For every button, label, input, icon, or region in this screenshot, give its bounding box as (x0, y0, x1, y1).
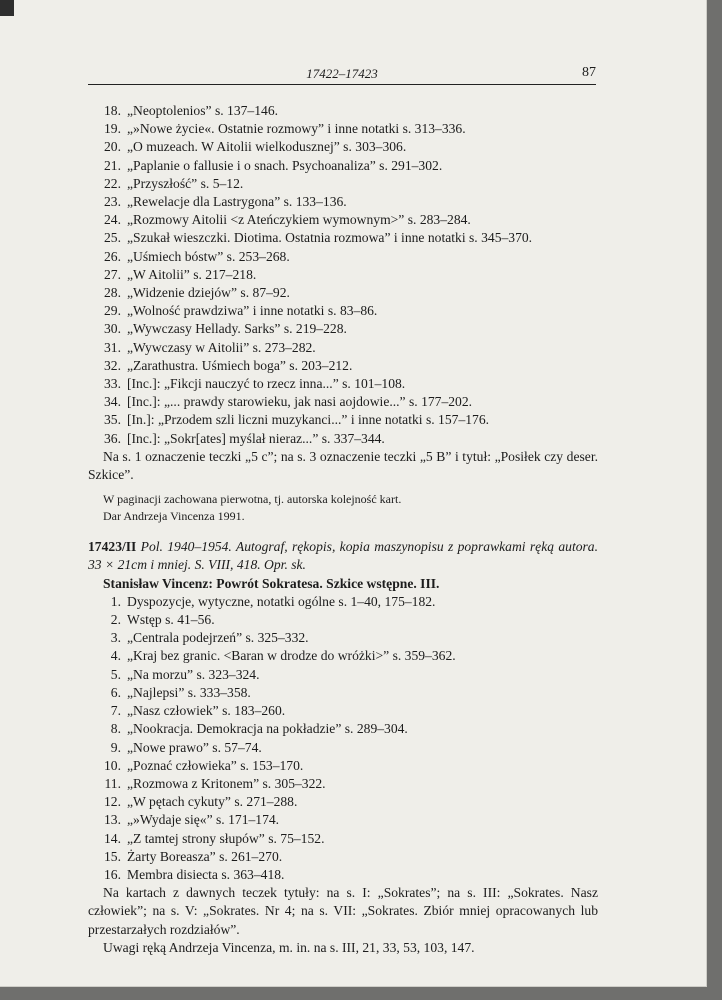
item-number: 31. (104, 339, 121, 355)
page-header (88, 65, 596, 85)
item-text: „Paplanie o fallusie i o snach. Psychoanaliza” s. 291–302. (127, 157, 443, 173)
item-number: 20. (104, 139, 121, 155)
item-text: „»Nowe życie«. Ostatnie rozmowy” i inne notatki s. 313–336. (127, 121, 466, 137)
list-item (88, 739, 598, 757)
list-item (88, 793, 598, 811)
item-text: [Inc.]: „Sokr[ates] myślał nieraz...” s. 337–344. (127, 430, 385, 446)
spacer (88, 484, 598, 491)
item-number: 11. (104, 775, 121, 791)
item-text: „Rewelacje dla Lastrygona” s. 133–136. (127, 194, 347, 210)
page-content (88, 102, 598, 957)
item-text: „Wywczasy w Aitolii” s. 273–282. (127, 339, 316, 355)
item-number: 18. (104, 103, 121, 118)
item-number: 3. (110, 630, 121, 646)
item-text: „Wywczasy Hellady. Sarks” s. 219–228. (127, 321, 347, 337)
list-item (88, 775, 598, 793)
item-text: „Centrala podejrzeń” s. 325–332. (127, 630, 309, 646)
list-item (88, 302, 598, 320)
entry-description: Pol. 1940–1954. Autograf, rękopis, kopia maszynopisu z poprawkami ręką autora. 33 × 21cm i mniej. S. VIII, 418. Opr. sk. (88, 539, 598, 573)
list-item (88, 430, 598, 448)
item-number: 32. (104, 357, 121, 373)
entry-id: 17423/II (88, 539, 137, 555)
item-number: 9. (110, 739, 121, 755)
item-list-b (88, 593, 598, 884)
item-text: [Inc.]: „Fikcji nauczyć to rzecz inna...” s. 101–108. (127, 376, 406, 392)
page-number: 87 (582, 65, 596, 80)
item-number: 12. (104, 794, 121, 810)
item-text: „W Aitolii” s. 217–218. (127, 266, 257, 282)
item-text: „W pętach cykuty” s. 271–288. (127, 794, 298, 810)
item-text: „Wolność prawdziwa” i inne notatki s. 83–86. (127, 303, 378, 319)
item-number: 35. (104, 412, 121, 428)
item-text: „Nookracja. Demokracja na pokładzie” s. 289–304. (127, 721, 408, 737)
item-number: 22. (104, 175, 121, 191)
item-text: [In.]: „Przodem szli liczni muzykanci...” i inne notatki s. 157–176. (127, 412, 490, 428)
item-text: „Najlepsi” s. 333–358. (127, 684, 251, 700)
scan-corner-mark (0, 0, 14, 16)
list-item (88, 357, 598, 375)
item-text: Wstęp s. 41–56. (127, 612, 215, 628)
list-item (88, 757, 598, 775)
list-item (88, 666, 598, 684)
list-item (88, 248, 598, 266)
list-item (88, 866, 598, 884)
item-number: 2. (110, 612, 121, 628)
list-item (88, 320, 598, 338)
list-item (88, 848, 598, 866)
list-item (88, 138, 598, 156)
list-item (88, 375, 598, 393)
item-number: 30. (104, 321, 121, 337)
item-number: 26. (104, 248, 121, 264)
paragraph-titles: Na kartach z dawnych teczek tytuły: na s. I: „Sokrates”; na s. III: „Sokrates. Nasz człowiek”; na s. V: „Sokrates. Nr 4; na s. VII: „Sokrates. Zbiór mniej opracowanych lub przestarzałych rozdziałów”. (88, 885, 598, 937)
item-number: 15. (104, 848, 121, 864)
list-item (88, 720, 598, 738)
item-text: „Na morzu” s. 323–324. (127, 666, 260, 682)
item-text: „Kraj bez granic. <Baran w drodze do wróżki>” s. 359–362. (127, 648, 456, 664)
list-item (88, 830, 598, 848)
item-number: 16. (104, 866, 121, 882)
item-text: „Widzenie dziejów” s. 87–92. (127, 285, 290, 301)
item-number: 21. (104, 157, 121, 173)
list-item (88, 175, 598, 193)
list-item (88, 193, 598, 211)
note-donation: Dar Andrzeja Vincenza 1991. (103, 508, 245, 523)
list-item (88, 629, 598, 647)
item-text: [Inc.]: „... prawdy starowieku, jak nasi aojdowie...” s. 177–202. (127, 394, 473, 410)
paragraph-teczki: Na s. 1 oznaczenie teczki „5 c”; na s. 3 oznaczenie teczki „5 B” i tytuł: „Posiłek czy deser. Szkice”. (88, 448, 598, 483)
item-text: „Uśmiech bóstw” s. 253–268. (127, 248, 290, 264)
item-number: 28. (104, 285, 121, 301)
list-item (88, 284, 598, 302)
item-number: 24. (104, 212, 121, 228)
list-item (88, 393, 598, 411)
item-number: 8. (110, 721, 121, 737)
item-number: 4. (110, 648, 121, 664)
list-item (88, 811, 598, 829)
item-text: „Z tamtej strony słupów” s. 75–152. (127, 830, 325, 846)
item-text: „Nowe prawo” s. 57–74. (127, 739, 262, 755)
item-text: „»Wydaje się«” s. 171–174. (127, 812, 280, 828)
item-number: 1. (110, 593, 121, 609)
item-number: 23. (104, 194, 121, 210)
note-pagination: W paginacji zachowana pierwotna, tj. autorska kolejność kart. (103, 492, 402, 507)
item-number: 7. (110, 703, 121, 719)
list-item (88, 157, 598, 175)
list-item (88, 411, 598, 429)
item-text: Dyspozycje, wytyczne, notatki ogólne s. 1–40, 175–182. (127, 593, 436, 609)
item-text: „Przyszłość” s. 5–12. (127, 175, 244, 191)
item-number: 19. (104, 121, 121, 137)
item-text: „Nasz człowiek” s. 183–260. (127, 703, 286, 719)
item-text: „Rozmowy Aitolii <z Ateńczykiem wymownym>” s. 283–284. (127, 212, 471, 228)
item-text: „Zarathustra. Uśmiech boga” s. 203–212. (127, 357, 353, 373)
list-item (88, 102, 598, 120)
item-number: 13. (104, 812, 121, 828)
list-item (88, 266, 598, 284)
item-number: 25. (104, 230, 121, 246)
item-number: 14. (104, 830, 121, 846)
item-number: 5. (110, 666, 121, 682)
item-number: 6. (110, 684, 121, 700)
item-number: 36. (104, 430, 121, 446)
paragraph-remarks: Uwagi ręką Andrzeja Vincenza, m. in. na s. III, 21, 33, 53, 103, 147. (103, 939, 475, 955)
item-text: Żarty Boreasza” s. 261–270. (127, 848, 283, 864)
item-number: 34. (104, 394, 121, 410)
item-text: „Neoptolenios” s. 137–146. (127, 103, 279, 118)
item-text: „Poznać człowieka” s. 153–170. (127, 757, 304, 773)
list-item (88, 120, 598, 138)
list-item (88, 702, 598, 720)
item-text: „O muzeach. W Aitolii wielkodusznej” s. 303–306. (127, 139, 407, 155)
item-number: 29. (104, 303, 121, 319)
list-item (88, 647, 598, 665)
list-item (88, 211, 598, 229)
list-item (88, 611, 598, 629)
list-item (88, 684, 598, 702)
entry-header (88, 538, 598, 574)
list-item (88, 229, 598, 247)
running-head: 17422–17423 (306, 66, 378, 81)
item-number: 27. (104, 266, 121, 282)
item-list-a (88, 102, 598, 448)
list-item (88, 339, 598, 357)
list-item (88, 593, 598, 611)
item-text: Membra disiecta s. 363–418. (127, 866, 285, 882)
item-text: „Szukał wieszczki. Diotima. Ostatnia rozmowa” i inne notatki s. 345–370. (127, 230, 533, 246)
entry-title: Stanisław Vincenz: Powrót Sokratesa. Szkice wstępne. III. (103, 575, 440, 591)
item-text: „Rozmowa z Kritonem” s. 305–322. (127, 775, 326, 791)
item-number: 10. (104, 757, 121, 773)
item-number: 33. (104, 376, 121, 392)
spacer (88, 524, 598, 538)
